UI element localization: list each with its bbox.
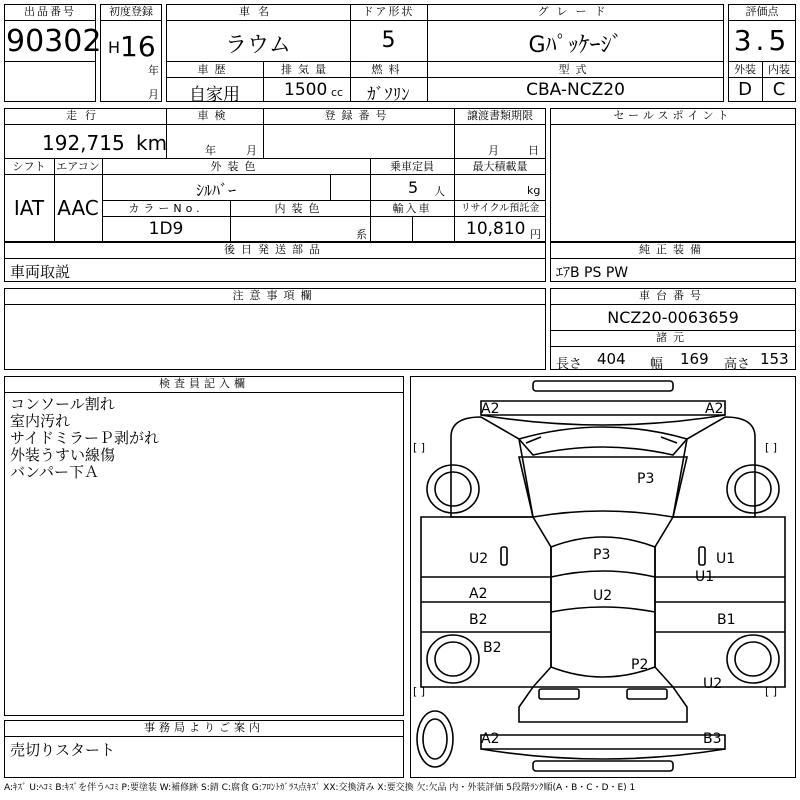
displacement-label: 排気量	[281, 63, 332, 76]
mark-left-rear-upper: A2	[469, 586, 488, 602]
mark-left-rear-fender: B2	[483, 640, 502, 656]
inspector-line-5: バンパー下Ａ	[10, 463, 99, 481]
model-value: CBA-NCZ20	[526, 80, 625, 100]
chassis-label: 車台番号	[639, 289, 707, 302]
car-name-label: 車名	[239, 5, 277, 18]
car-diagram-drawing	[411, 377, 795, 777]
first-reg-month-unit: 月	[148, 88, 159, 101]
exterior-grade-value: D	[738, 79, 752, 100]
history-value: 自家用	[189, 85, 240, 105]
mark-rear-right: B3	[703, 731, 722, 747]
transfer-doc-label: 譲渡書類期限	[467, 109, 533, 122]
dims-length-label: 長さ	[556, 357, 583, 372]
car-name-value: ラウム	[225, 33, 291, 58]
chassis-value: NCZ20-0063659	[607, 308, 739, 327]
inspector-line-4: 外装うすい線傷	[10, 446, 116, 464]
mark-right-rear-fender: U2	[703, 676, 723, 692]
mark-hood: P3	[637, 471, 655, 487]
mileage-value: 192,715	[42, 131, 125, 155]
legend: A:ｷｽﾞ U:ﾍｺﾐ B:ｷｽﾞを伴うﾍｺﾐ P:要塗装 W:補修跡 S:錆 C:腐食 G:ﾌﾛﾝﾄｶﾞﾗｽ点ｷｽﾞ XX:交換済み X:要交換 欠:欠品 内・外装評価 5段階ﾗﾝｸ順(A・B・C・D・E) 1	[4, 783, 636, 793]
displacement-unit: cc	[331, 86, 344, 99]
ext-color-value: ｼﾙﾊﾞｰ	[195, 181, 236, 200]
inspector-label: 検査員記入欄	[159, 377, 249, 390]
fuel-label: 燃料	[371, 63, 406, 76]
dims-height-value: 153	[760, 350, 789, 368]
dims-height-label: 高さ	[724, 357, 751, 372]
transfer-day-unit: 日	[528, 144, 539, 157]
max-load-unit: kg	[527, 184, 541, 197]
aircon-value: AAC	[57, 196, 99, 220]
damage-diagram	[410, 376, 796, 778]
recycle-label: リサイクル預託金	[460, 203, 540, 214]
int-color-label: 内装色	[274, 202, 326, 215]
capacity-unit: 人	[434, 185, 445, 198]
color-no-value: 1D9	[148, 219, 184, 239]
later-parts-label: 後日発送部品	[224, 243, 326, 256]
mark-roof-rear: U2	[593, 588, 613, 604]
displacement-value: 1500	[284, 80, 328, 100]
exterior-grade-label: 外装	[734, 63, 756, 76]
model-label: 型式	[558, 63, 593, 76]
score-value: 3.5	[733, 24, 791, 57]
score-label: 評価点	[745, 5, 779, 18]
dims-width-label: 幅	[650, 357, 664, 372]
bracket-front-left: [ ]	[413, 441, 426, 454]
bracket-rear-left: [ ]	[413, 685, 426, 698]
int-color-unit: 系	[356, 228, 367, 241]
inspection-month-unit: 月	[246, 144, 257, 157]
transfer-month-unit: 月	[488, 144, 499, 157]
sales-points-label: セールスポイント	[613, 109, 733, 122]
dims-length-value: 404	[597, 350, 626, 368]
capacity-value: 5	[408, 178, 419, 197]
mark-right-rear-door: B1	[717, 612, 736, 628]
bracket-rear-right: [ ]	[765, 685, 778, 698]
equipment-label: 純正装備	[639, 243, 707, 256]
lot-value: 90302	[6, 24, 102, 59]
sales-points-box	[550, 108, 796, 242]
recycle-unit: 円	[530, 228, 541, 241]
first-reg-year: 16	[120, 30, 156, 63]
bracket-front-right: [ ]	[765, 441, 778, 454]
inspector-line-3: サイドミラーＰ剥がれ	[10, 429, 159, 447]
inspector-line-2: 室内汚れ	[10, 412, 71, 430]
ext-color-label: 外装色	[210, 160, 262, 173]
capacity-label: 乗車定員	[390, 160, 434, 173]
import-label: 輸入車	[392, 202, 432, 215]
mark-right-front-door: U1	[716, 551, 736, 567]
shift-label: シフト	[12, 160, 46, 173]
recycle-value: 10,810	[466, 219, 526, 239]
inspector-line-1: コンソール割れ	[10, 395, 115, 413]
grade-label: グレード	[537, 5, 614, 18]
office-value: 売切りスタート	[10, 741, 116, 759]
first-reg-era: H	[108, 38, 121, 57]
interior-grade-label: 内装	[768, 63, 790, 76]
mark-rear-left: A2	[481, 731, 500, 747]
mark-front-left: A2	[481, 401, 500, 417]
mark-right-sill: U1	[695, 569, 715, 585]
interior-grade-value: C	[772, 79, 786, 100]
mark-left-rear-door: B2	[469, 612, 488, 628]
mark-front-right: A2	[705, 401, 724, 417]
fuel-value: ｶﾞｿﾘﾝ	[367, 85, 410, 105]
dims-label: 諸元	[656, 331, 690, 344]
max-load-label: 最大積載量	[472, 160, 528, 173]
inspection-label: 車検	[197, 109, 232, 122]
vehicle-info-box	[4, 108, 546, 242]
later-parts-value: 車両取説	[10, 263, 71, 281]
mark-left-front-door: U2	[469, 551, 489, 567]
inspection-year-unit: 年	[205, 144, 216, 157]
mark-trunk: P2	[631, 657, 649, 673]
office-label: 事務局よりご案内	[144, 721, 264, 734]
shift-value: IAT	[13, 196, 45, 220]
reg-number-label: 登録番号	[324, 109, 393, 122]
color-no-label: カラーNo.	[128, 202, 204, 215]
first-reg-year-unit: 年	[148, 64, 159, 77]
dims-width-value: 169	[680, 350, 709, 368]
mileage-label: 走行	[66, 109, 104, 122]
doors-label: ドア形状	[362, 5, 415, 18]
history-label: 車歴	[197, 63, 232, 76]
mark-roof-front: P3	[593, 547, 611, 563]
doors-value: 5	[381, 28, 396, 53]
notes-label: 注意事項欄	[232, 289, 318, 302]
aircon-label: エアコン	[56, 160, 100, 173]
equipment-value: ｴｱB PS PW	[556, 265, 629, 281]
first-reg-label: 初度登録	[109, 5, 153, 18]
lot-label: 出品番号	[24, 5, 76, 18]
mileage-unit: km	[136, 131, 168, 155]
grade-value: Gﾊﾟｯｹｰｼﾞ	[528, 33, 623, 58]
